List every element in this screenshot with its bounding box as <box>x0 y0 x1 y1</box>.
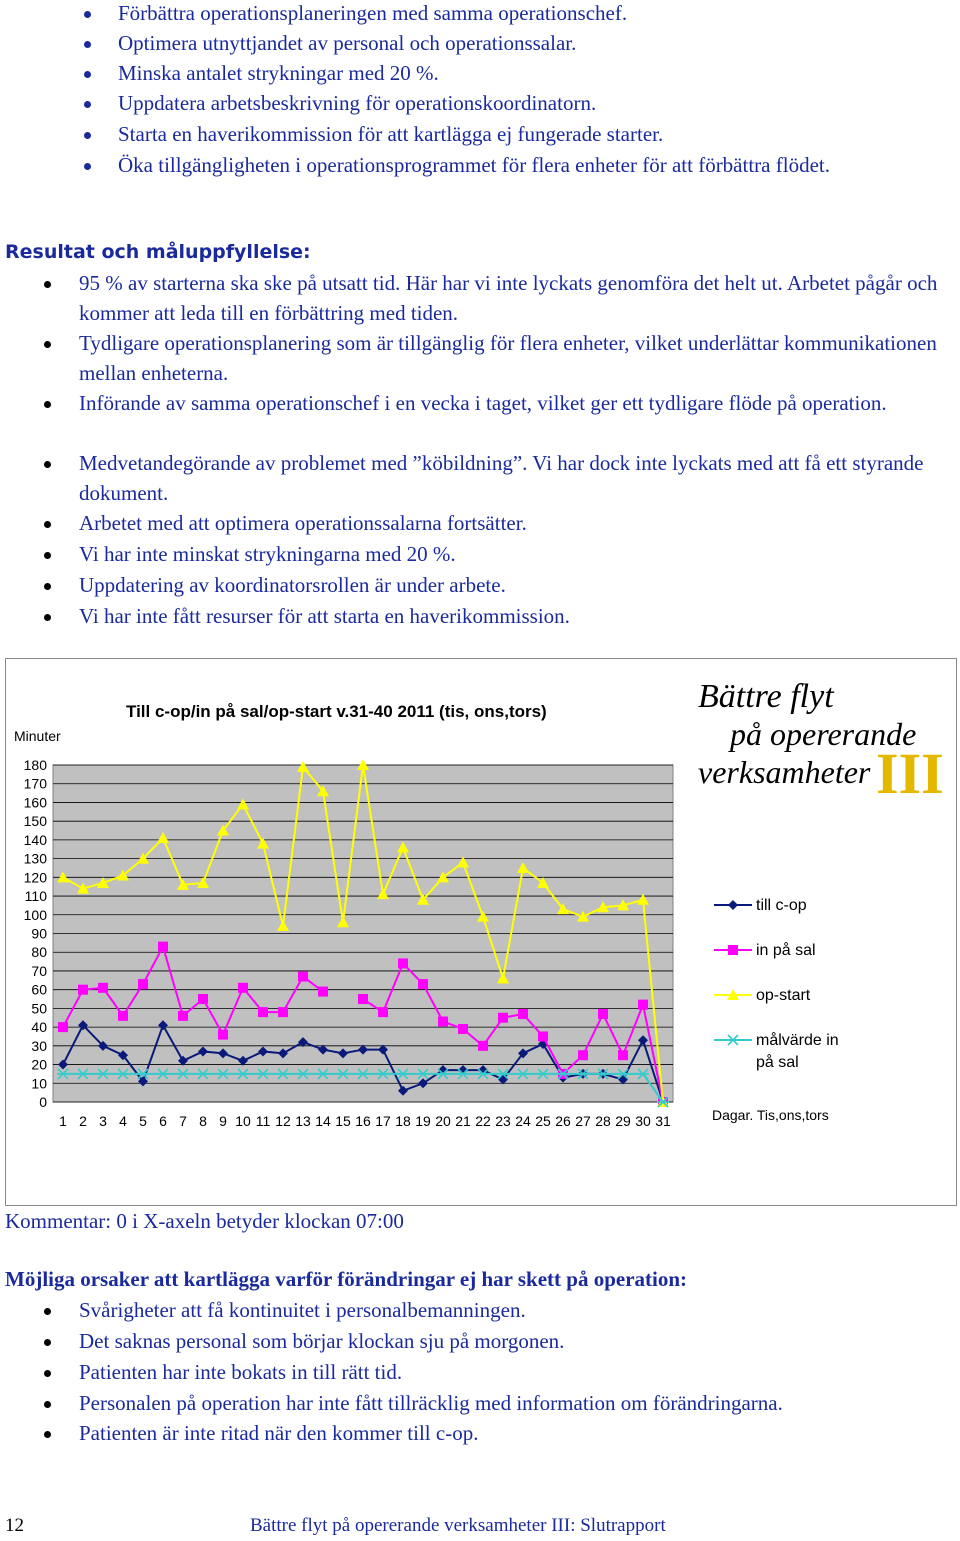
list-item-text: Starta en haverikommission för att kartlägga ej fungerade starter. <box>118 122 664 146</box>
x-tick-label: 21 <box>455 1113 471 1129</box>
list-item-text: Öka tillgängligheten i operationsprogrammet för flera enheter för att förbättra flödet. <box>118 153 830 177</box>
logo <box>698 678 944 806</box>
list-item-text: Arbetet med att optimera operationssalarna fortsätter. <box>79 511 527 535</box>
series-2-point <box>358 994 368 1004</box>
x-tick-label: 1 <box>59 1113 67 1129</box>
legend-label: målvärde in <box>756 1032 839 1049</box>
x-tick-label: 10 <box>235 1113 251 1129</box>
legend-box <box>710 887 905 1049</box>
series-2-point <box>458 1024 468 1034</box>
x-tick-label: 11 <box>255 1113 271 1129</box>
list-item-text: Vi har inte fått resurser för att starta en haverikommission. <box>79 604 570 628</box>
x-tick-label: 20 <box>435 1113 451 1129</box>
y-tick-label: 60 <box>31 981 47 998</box>
series-2-point <box>478 1041 488 1051</box>
chart-comment: Kommentar: 0 i X-axeln betyder klockan 07:00 <box>5 1209 404 1233</box>
list-item-text: Patienten har inte bokats in till rätt tid. <box>79 1360 403 1384</box>
series-2-point <box>438 1016 448 1026</box>
y-tick-label: 0 <box>39 1094 47 1110</box>
results-heading: Resultat och måluppfyllelse: <box>5 241 311 263</box>
y-tick-label: 80 <box>31 944 47 961</box>
y-tick-label: 120 <box>23 869 47 886</box>
series-2-point <box>398 958 408 968</box>
series-2-point <box>158 942 168 952</box>
series-2-point <box>278 1007 288 1017</box>
y-tick-label: 90 <box>31 925 47 942</box>
list-item-text: Medvetandegörande av problemet med ”köbildning”. Vi har dock inte lyckats med att få ett styrande dokument. <box>79 451 924 505</box>
series-2-point <box>58 1022 68 1032</box>
y-tick-label: 100 <box>23 906 47 923</box>
x-tick-label: 2 <box>79 1113 87 1129</box>
series-2-point <box>178 1011 188 1021</box>
series-2-point <box>238 983 248 993</box>
list-item-text: 95 % av starterna ska ske på utsatt tid. Här har vi inte lyckats genomföra det helt ut. Arbetet pågår och kommer att leda till en förbättring med tiden. <box>79 271 938 325</box>
x-tick-label: 9 <box>219 1113 227 1129</box>
y-tick-label: 10 <box>31 1075 47 1092</box>
y-tick-label: 130 <box>23 850 47 867</box>
y-axis-label: Minuter <box>14 728 61 744</box>
x-tick-label: 19 <box>415 1113 431 1129</box>
causes-heading: Möjliga orsaker att kartlägga varför förändringar ej har skett på operation: <box>5 1267 688 1291</box>
x-tick-label: 13 <box>295 1113 311 1129</box>
series-2-point <box>578 1050 588 1060</box>
x-tick-label: 28 <box>595 1113 611 1129</box>
x-tick-label: 5 <box>139 1113 147 1129</box>
series-2-point <box>118 1011 128 1021</box>
series-2-point <box>518 1009 528 1019</box>
chart-svg <box>6 659 956 1205</box>
logo-line-3: verksamheter <box>698 754 871 790</box>
y-tick-label: 20 <box>31 1056 47 1073</box>
x-tick-label: 27 <box>575 1113 591 1129</box>
list-item-text: Vi har inte minskat strykningarna med 20 %. <box>79 542 456 566</box>
x-tick-label: 7 <box>179 1113 187 1129</box>
list-item-text: Svårigheter att få kontinuitet i personalbemanningen. <box>79 1298 526 1322</box>
y-tick-label: 140 <box>23 831 47 848</box>
x-tick-label: 14 <box>315 1113 331 1129</box>
y-tick-label: 70 <box>31 962 47 979</box>
x-tick-label: 23 <box>495 1113 511 1129</box>
series-2-point <box>78 985 88 995</box>
x-tick-label: 29 <box>615 1113 631 1129</box>
x-tick-label: 16 <box>355 1113 371 1129</box>
y-tick-label: 180 <box>23 757 47 773</box>
plot-layer <box>24 757 673 1129</box>
series-2-point <box>198 994 208 1004</box>
x-tick-label: 17 <box>375 1113 391 1129</box>
legend-label: op-start <box>756 987 811 1004</box>
x-tick-label: 15 <box>335 1113 351 1129</box>
list-item-text: Patienten är inte ritad när den kommer till c-op. <box>79 1421 479 1445</box>
list-item-text: Minska antalet strykningar med 20 %. <box>118 61 439 85</box>
x-tick-label: 22 <box>475 1113 491 1129</box>
x-tick-label: 24 <box>515 1113 531 1129</box>
series-2-point <box>418 979 428 989</box>
x-tick-label: 31 <box>655 1113 671 1129</box>
x-tick-label: 30 <box>635 1113 651 1129</box>
chart-title: Till c-op/in på sal/op-start v.31-40 2011 (tis, ons,tors) <box>126 702 547 721</box>
x-tick-label: 26 <box>555 1113 571 1129</box>
list-item-text: Tydligare operationsplanering som är tillgänglig för flera enheter, vilket underlättar kommunikationen mellan enheterna. <box>79 331 937 385</box>
list-item-text: Uppdatering av koordinatorsrollen är under arbete. <box>79 573 506 597</box>
legend-label: på sal <box>756 1054 799 1071</box>
x-tick-label: 8 <box>199 1113 207 1129</box>
series-2-point <box>318 987 328 997</box>
series-2-point <box>498 1013 508 1023</box>
logo-line-2: på opererande <box>730 716 917 752</box>
x-tick-label: 6 <box>159 1113 167 1129</box>
list-item-text: Personalen på operation har inte fått tillräcklig med information om förändringarna. <box>79 1391 783 1415</box>
x-axis-label: Dagar. Tis,ons,tors <box>712 1107 829 1123</box>
x-tick-label: 18 <box>395 1113 411 1129</box>
series-2-point <box>138 979 148 989</box>
series-2-point <box>638 1000 648 1010</box>
series-2-point <box>298 972 308 982</box>
list-item-text: Uppdatera arbetsbeskrivning för operationskoordinatorn. <box>118 91 597 115</box>
y-tick-label: 50 <box>31 1000 47 1017</box>
y-tick-label: 160 <box>23 794 47 811</box>
y-tick-label: 30 <box>31 1037 47 1054</box>
series-2-point <box>98 983 108 993</box>
list-item-text: Optimera utnyttjandet av personal och operationssalar. <box>118 31 577 55</box>
page-number: 12 <box>5 1515 24 1536</box>
list-item-text: Det saknas personal som börjar klockan sju på morgonen. <box>79 1329 565 1353</box>
list-item-text: Förbättra operationsplaneringen med samma operationschef. <box>118 1 628 25</box>
y-tick-label: 170 <box>23 775 47 792</box>
series-2-point <box>598 1009 608 1019</box>
y-tick-label: 40 <box>31 1019 47 1036</box>
x-tick-label: 4 <box>119 1113 127 1129</box>
footer-title: Bättre flyt på opererande verksamheter III: Slutrapport <box>250 1515 666 1536</box>
x-tick-label: 12 <box>275 1113 291 1129</box>
list-item-text: Införande av samma operationschef i en vecka i taget, vilket ger ett tydligare flöde på operation. <box>79 391 887 415</box>
legend-label: in på sal <box>756 942 816 959</box>
legend-label: till c-op <box>756 897 807 914</box>
series-2-point <box>218 1030 228 1040</box>
x-tick-label: 3 <box>99 1113 107 1129</box>
series-2-point <box>538 1031 548 1041</box>
series-2-point <box>378 1007 388 1017</box>
y-tick-label: 110 <box>24 888 47 905</box>
chart <box>5 658 957 1206</box>
series-2-point <box>618 1050 628 1060</box>
logo-numeral: III <box>876 741 944 806</box>
legend-swatch-marker <box>728 945 738 955</box>
logo-line-1: Bättre flyt <box>698 678 834 715</box>
x-tick-label: 25 <box>535 1113 551 1129</box>
y-tick-label: 150 <box>23 813 47 830</box>
series-2-point <box>258 1007 268 1017</box>
